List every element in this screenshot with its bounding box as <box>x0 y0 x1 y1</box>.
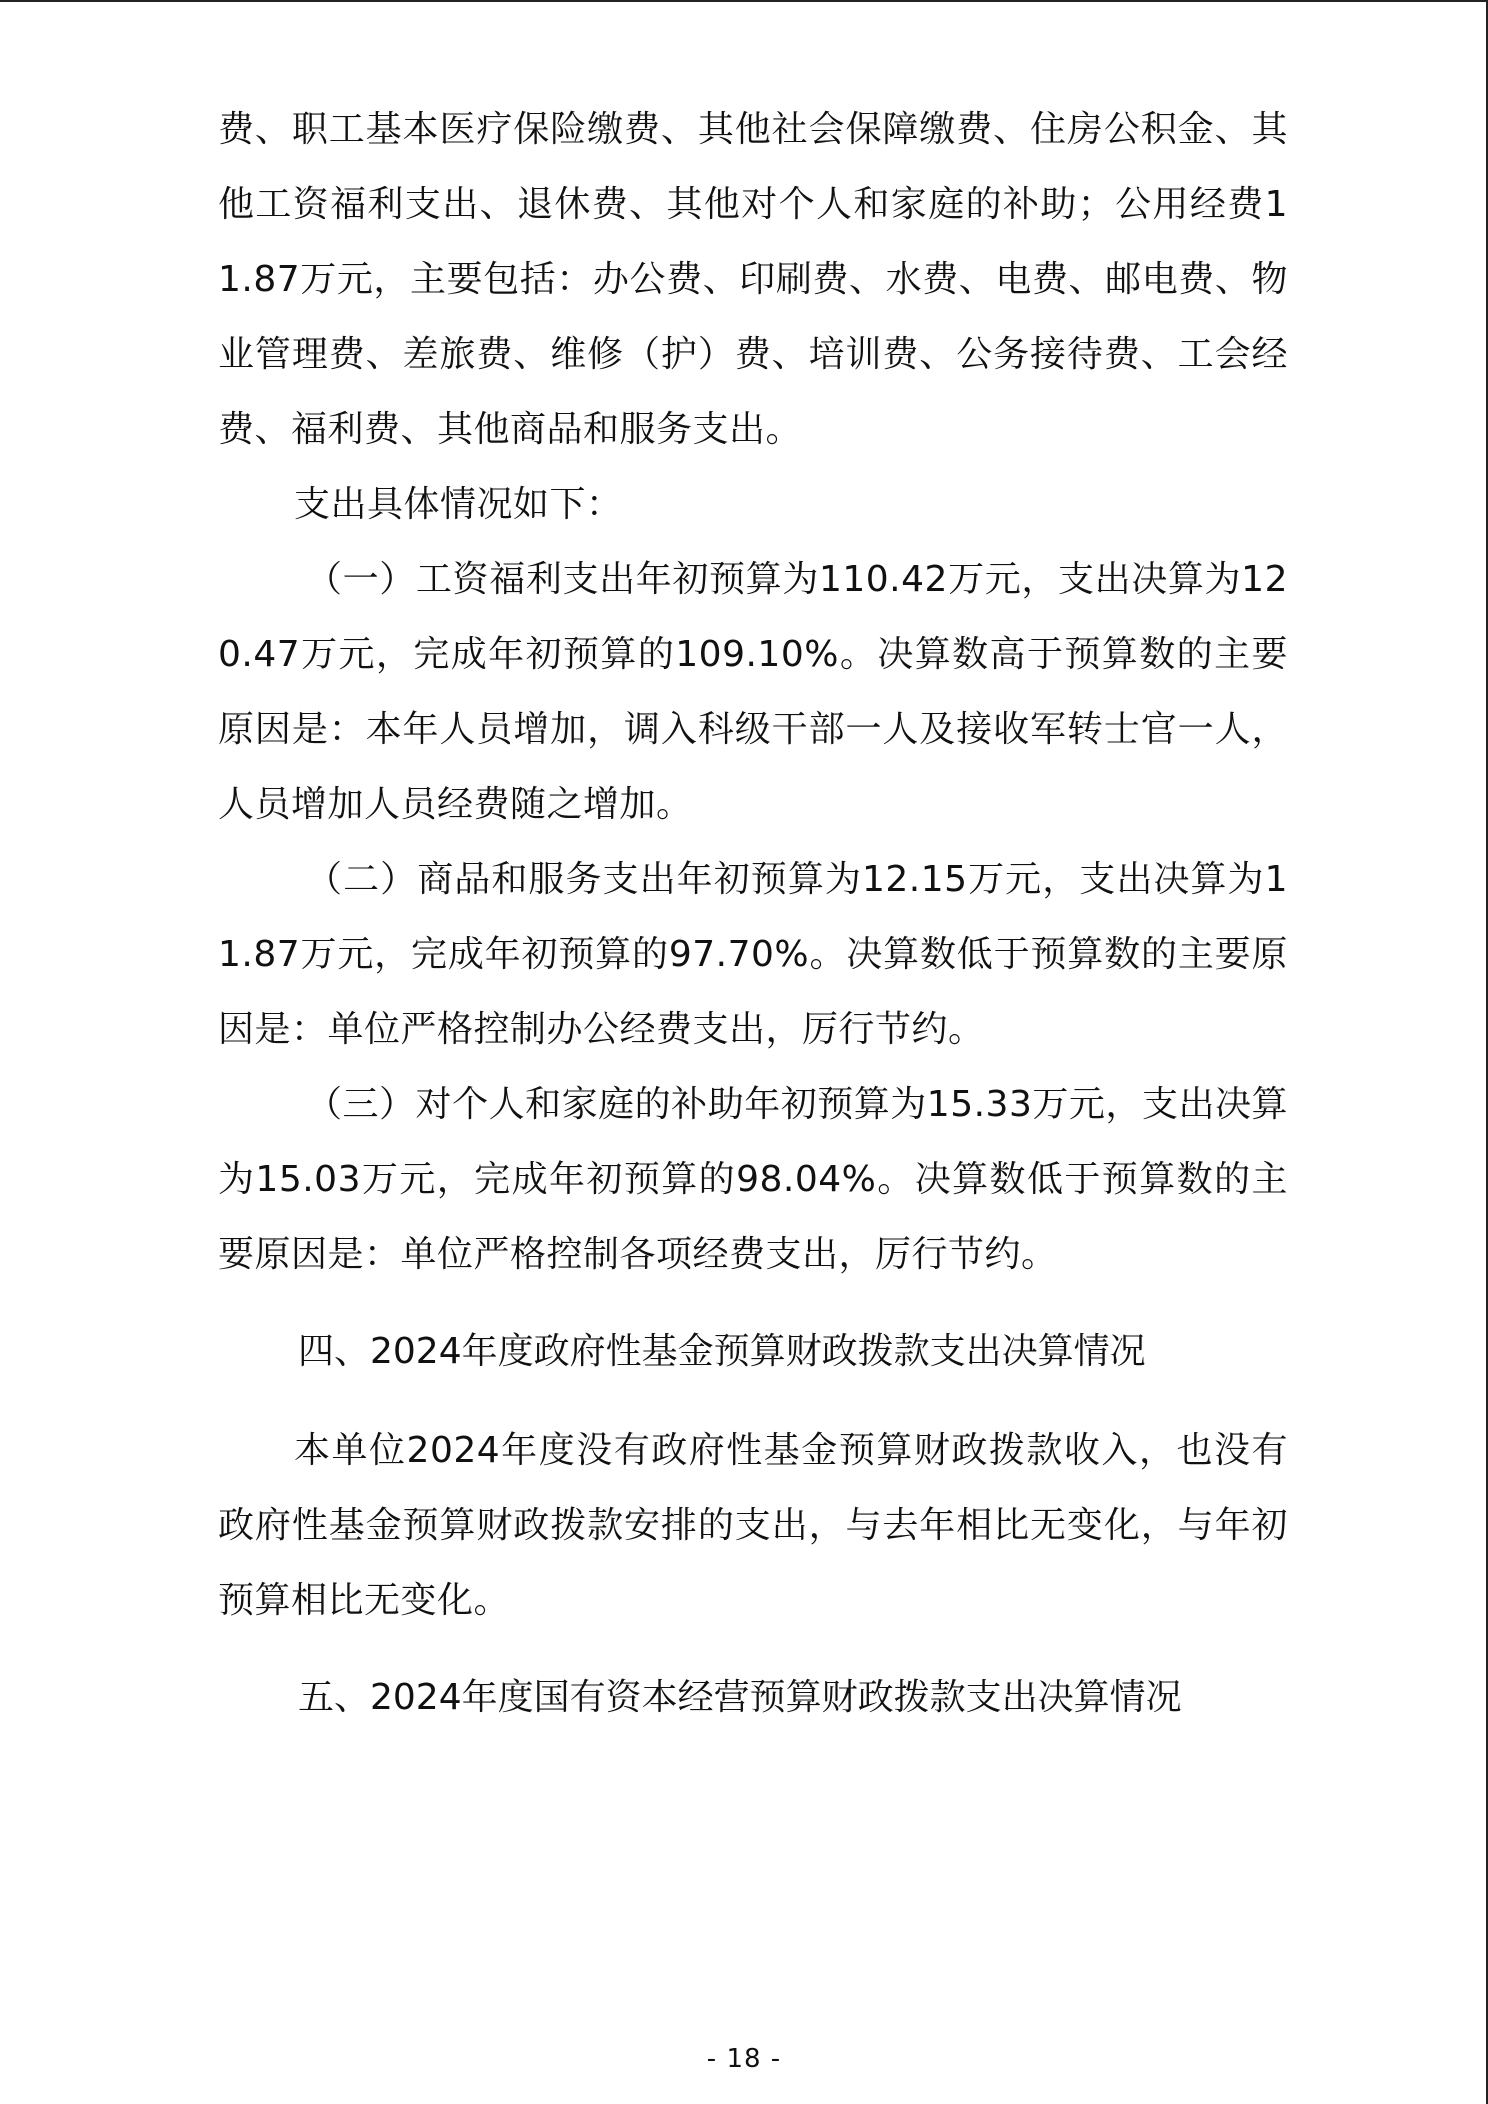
paragraph-item-1: （一）工资福利支出年初预算为110.42万元，支出决算为120.47万元，完成年初预算的109.10%。决算数高于预算数的主要原因是：本年人员增加，调入科级干部一人及接收军转士官一人，人员增加人员经费随之增加。 <box>218 559 1288 825</box>
section-4-heading: 四、2024年度政府性基金预算财政拨款支出决算情况 <box>298 1331 1146 1372</box>
section-5-heading: 五、2024年度国有资本经营预算财政拨款支出决算情况 <box>298 1677 1182 1718</box>
paragraph-intro: 费、职工基本医疗保险缴费、其他社会保障缴费、住房公积金、其他工资福利支出、退休费、其他对个人和家庭的补助；公用经费11.87万元，主要包括：办公费、印刷费、水费、电费、邮电费、物业管理费、差旅费、维修（护）费、培训费、公务接待费、工会经费、福利费、其他商品和服务支出。 <box>218 109 1288 450</box>
paragraph-item-2: （二）商品和服务支出年初预算为12.15万元，支出决算为11.87万元，完成年初预算的97.70%。决算数低于预算数的主要原因是：单位严格控制办公经费支出，厉行节约。 <box>218 859 1288 1050</box>
paragraph-section-4-body: 本单位2024年度没有政府性基金预算财政拨款收入，也没有政府性基金预算财政拨款安排的支出，与去年相比无变化，与年初预算相比无变化。 <box>218 1430 1288 1621</box>
paragraph-lead: 支出具体情况如下： <box>294 484 623 525</box>
page-top-border <box>0 0 1488 2</box>
page-number: - 18 - <box>706 2044 782 2074</box>
paragraph-item-3: （三）对个人和家庭的补助年初预算为15.33万元，支出决算为15.03万元，完成年初预算的98.04%。决算数低于预算数的主要原因是：单位严格控制各项经费支出，厉行节约。 <box>218 1084 1288 1275</box>
document-body <box>218 92 1288 1759</box>
